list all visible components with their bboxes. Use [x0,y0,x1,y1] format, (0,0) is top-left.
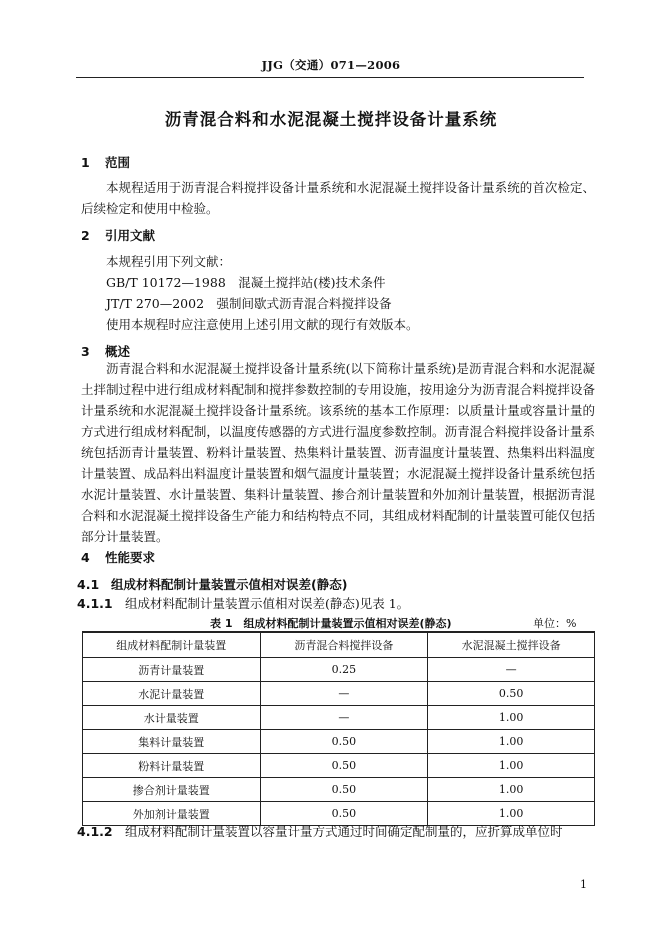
page-header-code: JJG（交通）071—2006 [261,58,401,72]
page-number: 1 [580,878,587,891]
section-2-intro: 本规程引用下列文献： [106,254,232,269]
table-cell: — [260,706,428,730]
table-cell: — [428,658,595,682]
section-2-note: 使用本规程时应注意使用上述引用文献的现行有效版本。 [106,317,419,332]
table-cell: 掺合剂计量装置 [83,778,261,802]
section-title: 性能要求 [105,550,156,565]
document-title: 沥青混合料和水泥混凝土搅拌设备计量系统 [164,110,498,129]
reference-item: JT/T 270—2002 强制间歇式沥青混合料搅拌设备 [106,296,392,311]
table-row [83,778,595,802]
table-cell: 外加剂计量装置 [83,802,261,826]
table-header-cell: 组成材料配制计量装置 [83,632,261,658]
table-cell: 0.50 [260,730,428,754]
section-1-heading [81,153,130,171]
subsection-number: 4.1 [77,577,100,592]
table-unit: 单位：% [533,617,577,630]
table-cell: — [260,682,428,706]
subsection-4-1-1 [77,594,409,612]
section-title: 引用文献 [105,228,156,243]
section-number: 1 [81,155,90,170]
error-table [82,631,595,826]
table-header-cell: 水泥混凝土搅拌设备 [428,632,595,658]
header-rule [76,77,584,78]
table-cell: 沥青计量装置 [83,658,261,682]
table-cell: 0.50 [260,802,428,826]
section-number: 4 [81,550,90,565]
table-cell: 1.00 [428,754,595,778]
table-row [83,754,595,778]
subsection-number: 4.1.2 [77,824,113,839]
section-2-heading [81,226,155,244]
table-cell: 粉料计量装置 [83,754,261,778]
section-number: 2 [81,228,90,243]
section-3-text: 沥青混合料和水泥混凝土搅拌设备计量系统(以下简称计量系统)是沥青混合料和水泥混凝土拌制过程中进行组成材料配制和搅拌参数控制的专用设施，按用途分为沥青混合料搅拌设备计量系统和水泥混凝土搅拌设备计量系统。该系统的基本工作原理：以质量计量或容量计量的方式进行组成材料配制，以温度传感器的方式进行温度参数控制。沥青混合料搅拌设备计量系统包括沥青计量装置、粉料计量装置、热集料计量装置、沥青温度计量装置、热集料出料温度计量装置、成品料出料温度计量装置和烟气温度计量装置；水泥混凝土搅拌设备计量系统包括水泥计量装置、水计量装置、集料计量装置、掺合剂计量装置和外加剂计量装置，根据沥青混合料和水泥混凝土搅拌设备生产能力和结构特点不同，其组成材料配制的计量装置可能仅包括部分计量装置。 [81,361,595,544]
table-header-row [83,632,595,658]
table-cell: 0.50 [260,778,428,802]
table-header-cell: 沥青混合料搅拌设备 [260,632,428,658]
table-cell: 0.50 [428,682,595,706]
table-row [83,730,595,754]
table-cell: 1.00 [428,802,595,826]
table-cell: 集料计量装置 [83,730,261,754]
subsection-4-1-2 [77,822,563,840]
section-1-text: 本规程适用于沥青混合料搅拌设备计量系统和水泥混凝土搅拌设备计量系统的首次检定、后续检定和使用中检验。 [81,180,595,216]
table-cell: 0.25 [260,658,428,682]
section-number: 3 [81,344,90,359]
table-cell: 0.50 [260,754,428,778]
table-cell: 1.00 [428,706,595,730]
table-row [83,658,595,682]
table-caption: 表 1 组成材料配制计量装置示值相对误差(静态) [210,617,452,630]
subsection-text: 组成材料配制计量装置以容量计量方式通过时间确定配制量的，应折算成单位时 [125,824,563,839]
table-cell: 水计量装置 [83,706,261,730]
section-4-heading [81,548,155,566]
reference-item: GB/T 10172—1988 混凝土搅拌站(楼)技术条件 [106,275,386,290]
table-cell: 1.00 [428,778,595,802]
subsection-title: 组成材料配制计量装置示值相对误差(静态) [111,577,348,592]
table-cell: 1.00 [428,730,595,754]
subsection-4-1 [77,575,347,593]
table-row [83,682,595,706]
section-title: 范围 [105,155,131,170]
subsection-number: 4.1.1 [77,596,113,611]
table-cell: 水泥计量装置 [83,682,261,706]
subsection-text: 组成材料配制计量装置示值相对误差(静态)见表 1。 [125,596,410,611]
section-title: 概述 [105,344,131,359]
table-row [83,706,595,730]
